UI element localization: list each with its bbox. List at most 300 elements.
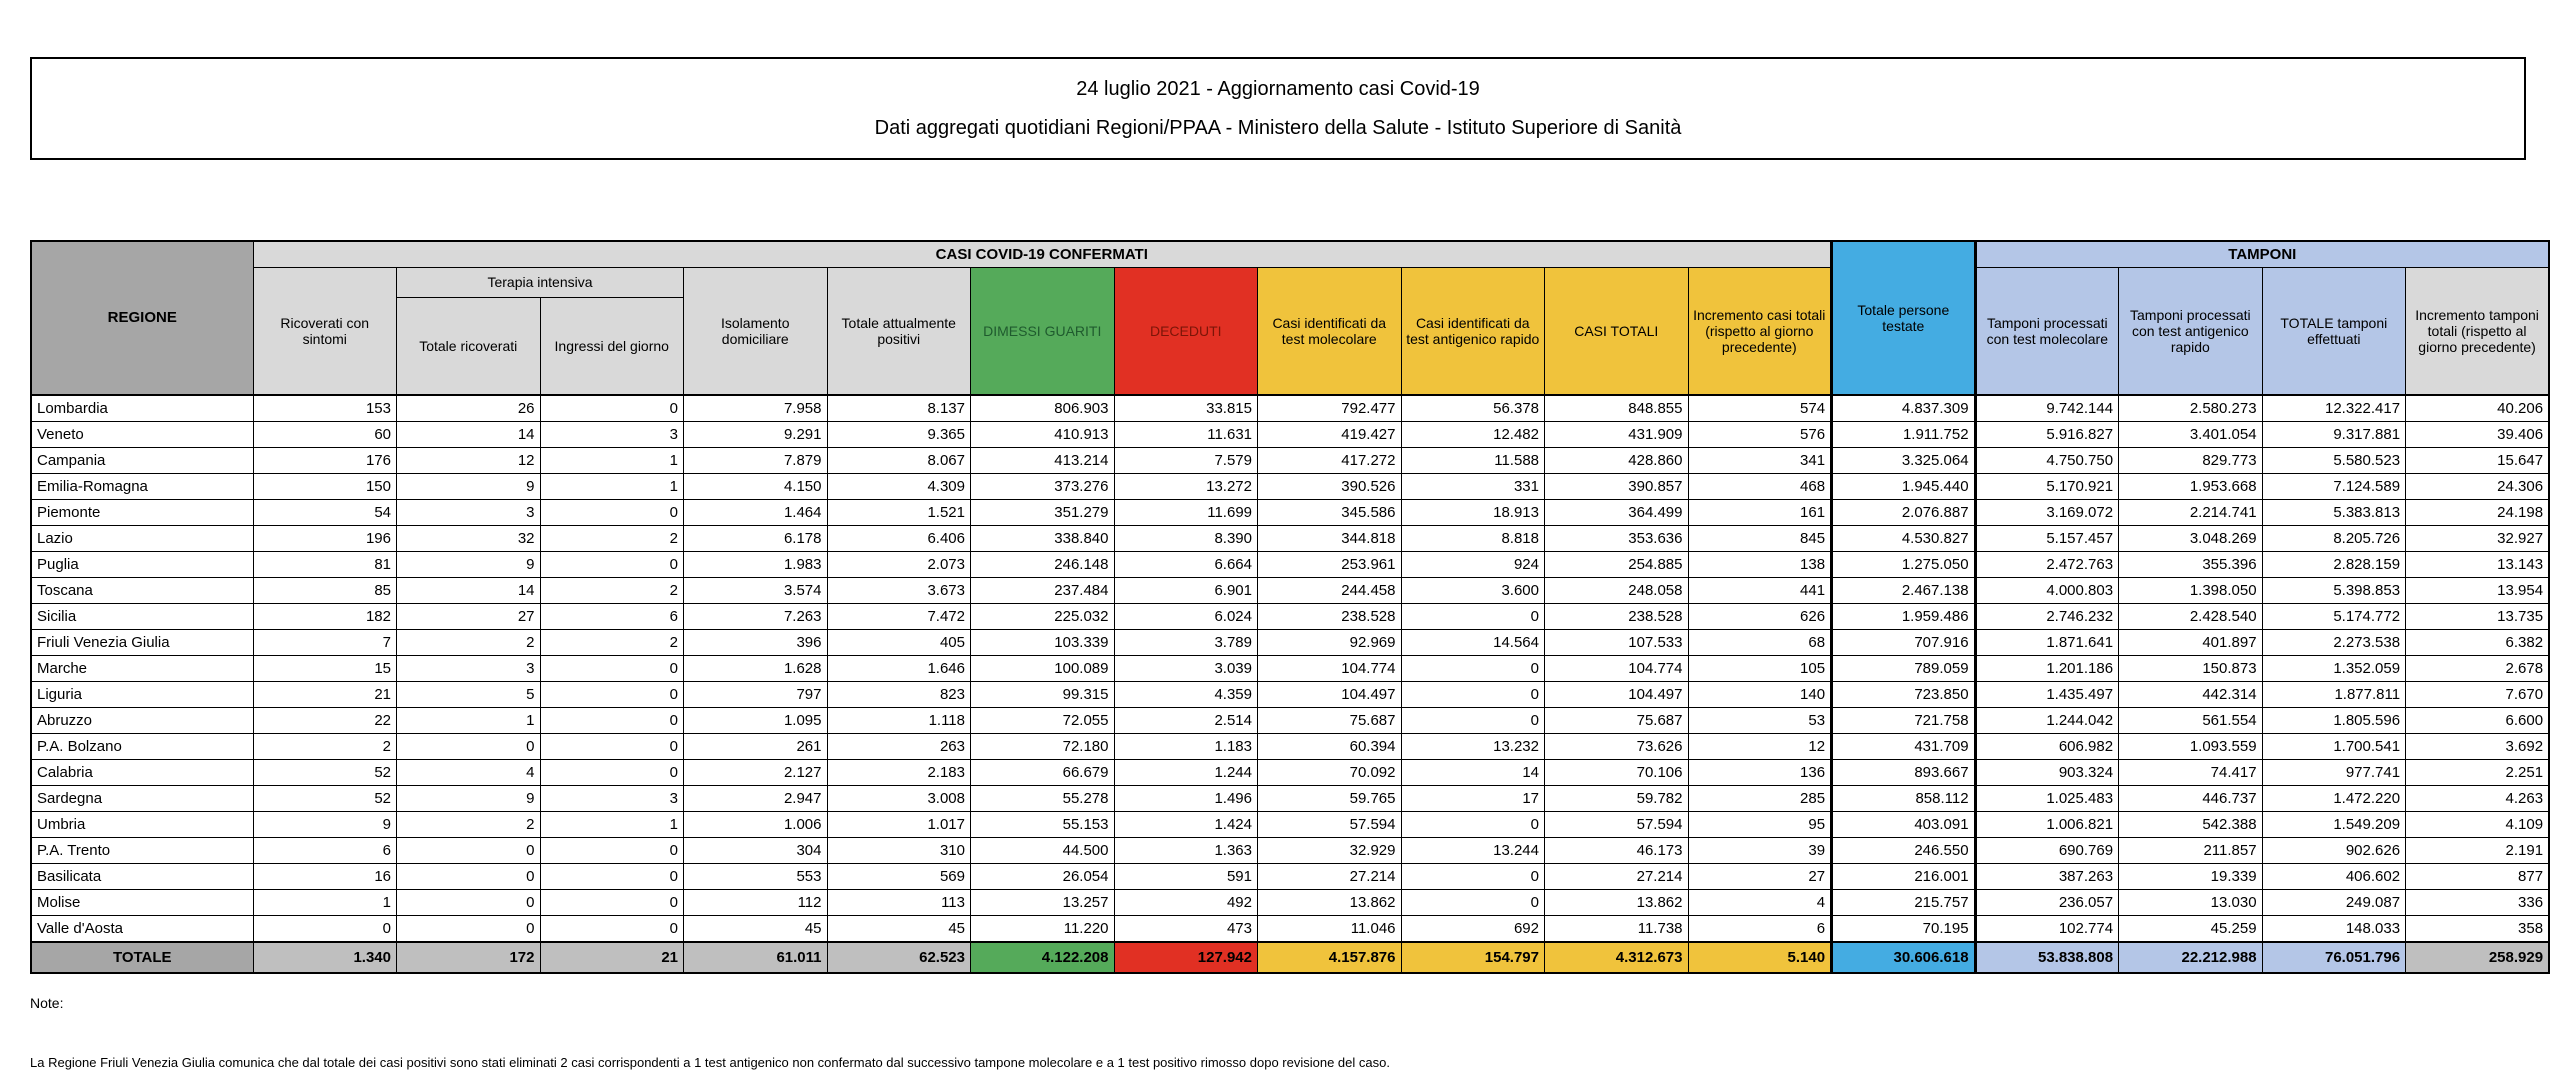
value-cell: 0 xyxy=(540,552,684,578)
value-cell: 858.112 xyxy=(1832,786,1976,812)
value-cell: 2.273.538 xyxy=(2262,630,2406,656)
total-value-cell: 154.797 xyxy=(1401,942,1545,973)
value-cell: 13.862 xyxy=(1258,890,1402,916)
region-name: Sicilia xyxy=(31,604,253,630)
value-cell: 806.903 xyxy=(971,395,1115,422)
value-cell: 0 xyxy=(540,500,684,526)
value-cell: 236.057 xyxy=(1975,890,2119,916)
value-cell: 345.586 xyxy=(1258,500,1402,526)
region-name: Abruzzo xyxy=(31,708,253,734)
value-cell: 542.388 xyxy=(2119,812,2263,838)
value-cell: 196 xyxy=(253,526,397,552)
title-box xyxy=(30,57,2526,160)
value-cell: 7.579 xyxy=(1114,448,1258,474)
value-cell: 353.636 xyxy=(1545,526,1689,552)
value-cell: 18.913 xyxy=(1401,500,1545,526)
value-cell: 72.055 xyxy=(971,708,1115,734)
value-cell: 390.526 xyxy=(1258,474,1402,500)
value-cell: 492 xyxy=(1114,890,1258,916)
value-cell: 5.398.853 xyxy=(2262,578,2406,604)
value-cell: 2 xyxy=(540,578,684,604)
value-cell: 574 xyxy=(1688,395,1832,422)
value-cell: 285 xyxy=(1688,786,1832,812)
value-cell: 446.737 xyxy=(2119,786,2263,812)
value-cell: 6.178 xyxy=(684,526,828,552)
table-row xyxy=(31,630,2549,656)
value-cell: 1.953.668 xyxy=(2119,474,2263,500)
value-cell: 877 xyxy=(2406,864,2550,890)
value-cell: 13.030 xyxy=(2119,890,2263,916)
value-cell: 14 xyxy=(397,578,541,604)
region-name: Friuli Venezia Giulia xyxy=(31,630,253,656)
value-cell: 1.700.541 xyxy=(2262,734,2406,760)
value-cell: 2.828.159 xyxy=(2262,552,2406,578)
column-header-totale-persone-testate: Totale persone testate xyxy=(1832,241,1976,395)
value-cell: 8.390 xyxy=(1114,526,1258,552)
value-cell: 1.435.497 xyxy=(1975,682,2119,708)
value-cell: 3.039 xyxy=(1114,656,1258,682)
value-cell: 2.678 xyxy=(2406,656,2550,682)
column-header-isolamento-domiciliare: Isolamento domiciliare xyxy=(684,267,828,395)
value-cell: 27.214 xyxy=(1545,864,1689,890)
value-cell: 3.008 xyxy=(827,786,971,812)
value-cell: 53 xyxy=(1688,708,1832,734)
value-cell: 431.709 xyxy=(1832,734,1976,760)
covid-data-table xyxy=(30,240,2550,974)
value-cell: 150.873 xyxy=(2119,656,2263,682)
value-cell: 1 xyxy=(397,708,541,734)
region-name: P.A. Trento xyxy=(31,838,253,864)
column-header-regione: REGIONE xyxy=(31,241,253,395)
value-cell: 13.257 xyxy=(971,890,1115,916)
value-cell: 253.961 xyxy=(1258,552,1402,578)
table-row xyxy=(31,786,2549,812)
value-cell: 893.667 xyxy=(1832,760,1976,786)
value-cell: 104.497 xyxy=(1545,682,1689,708)
group-header-tamponi: TAMPONI xyxy=(1975,241,2549,267)
value-cell: 74.417 xyxy=(2119,760,2263,786)
value-cell: 0 xyxy=(540,395,684,422)
column-header-ricoverati-con-sintomi: Ricoverati con sintomi xyxy=(253,267,397,395)
value-cell: 100.089 xyxy=(971,656,1115,682)
value-cell: 1.871.641 xyxy=(1975,630,2119,656)
value-cell: 2.191 xyxy=(2406,838,2550,864)
value-cell: 6.664 xyxy=(1114,552,1258,578)
value-cell: 845 xyxy=(1688,526,1832,552)
value-cell: 355.396 xyxy=(2119,552,2263,578)
value-cell: 7.263 xyxy=(684,604,828,630)
value-cell: 1.363 xyxy=(1114,838,1258,864)
value-cell: 1.183 xyxy=(1114,734,1258,760)
value-cell: 0 xyxy=(540,760,684,786)
region-name: Sardegna xyxy=(31,786,253,812)
table-row xyxy=(31,552,2549,578)
value-cell: 9.291 xyxy=(684,422,828,448)
value-cell: 468 xyxy=(1688,474,1832,500)
value-cell: 1.017 xyxy=(827,812,971,838)
value-cell: 723.850 xyxy=(1832,682,1976,708)
value-cell: 1.118 xyxy=(827,708,971,734)
value-cell: 1.006 xyxy=(684,812,828,838)
value-cell: 344.818 xyxy=(1258,526,1402,552)
value-cell: 1.244 xyxy=(1114,760,1258,786)
table-row xyxy=(31,578,2549,604)
value-cell: 5 xyxy=(397,682,541,708)
value-cell: 2.947 xyxy=(684,786,828,812)
value-cell: 0 xyxy=(540,734,684,760)
value-cell: 1.805.596 xyxy=(2262,708,2406,734)
total-value-cell: 4.312.673 xyxy=(1545,942,1689,973)
value-cell: 0 xyxy=(253,916,397,943)
column-header-incremento-casi-totali: Incremento casi totali (rispetto al giorno precedente) xyxy=(1688,267,1832,395)
value-cell: 428.860 xyxy=(1545,448,1689,474)
value-cell: 1 xyxy=(540,448,684,474)
value-cell: 13.143 xyxy=(2406,552,2550,578)
value-cell: 66.679 xyxy=(971,760,1115,786)
value-cell: 0 xyxy=(397,916,541,943)
value-cell: 17 xyxy=(1401,786,1545,812)
value-cell: 2.428.540 xyxy=(2119,604,2263,630)
value-cell: 3.692 xyxy=(2406,734,2550,760)
value-cell: 11.738 xyxy=(1545,916,1689,943)
total-value-cell: 21 xyxy=(540,942,684,973)
column-header-tamponi-antigenico: Tamponi processati con test antigenico rapido xyxy=(2119,267,2263,395)
value-cell: 419.427 xyxy=(1258,422,1402,448)
value-cell: 138 xyxy=(1688,552,1832,578)
value-cell: 8.137 xyxy=(827,395,971,422)
value-cell: 32.927 xyxy=(2406,526,2550,552)
value-cell: 107.533 xyxy=(1545,630,1689,656)
value-cell: 75.687 xyxy=(1545,708,1689,734)
value-cell: 0 xyxy=(397,864,541,890)
value-cell: 27.214 xyxy=(1258,864,1402,890)
region-name: Lazio xyxy=(31,526,253,552)
value-cell: 1.352.059 xyxy=(2262,656,2406,682)
value-cell: 8.205.726 xyxy=(2262,526,2406,552)
value-cell: 606.982 xyxy=(1975,734,2119,760)
value-cell: 1.275.050 xyxy=(1832,552,1976,578)
value-cell: 9 xyxy=(397,786,541,812)
value-cell: 32.929 xyxy=(1258,838,1402,864)
value-cell: 1.093.559 xyxy=(2119,734,2263,760)
value-cell: 4 xyxy=(1688,890,1832,916)
value-cell: 44.500 xyxy=(971,838,1115,864)
value-cell: 7.472 xyxy=(827,604,971,630)
total-value-cell: 127.942 xyxy=(1114,942,1258,973)
value-cell: 3 xyxy=(540,786,684,812)
page-subtitle: Dati aggregati quotidiani Regioni/PPAA - Ministero della Salute - Istituto Superiore di Sanità xyxy=(874,117,1682,140)
value-cell: 7.879 xyxy=(684,448,828,474)
value-cell: 14 xyxy=(397,422,541,448)
value-cell: 3.789 xyxy=(1114,630,1258,656)
value-cell: 13.954 xyxy=(2406,578,2550,604)
value-cell: 27 xyxy=(397,604,541,630)
total-value-cell: 172 xyxy=(397,942,541,973)
value-cell: 0 xyxy=(540,916,684,943)
column-header-totale-ricoverati: Totale ricoverati xyxy=(397,297,541,395)
value-cell: 99.315 xyxy=(971,682,1115,708)
value-cell: 401.897 xyxy=(2119,630,2263,656)
table-row xyxy=(31,864,2549,890)
value-cell: 45.259 xyxy=(2119,916,2263,943)
value-cell: 11.699 xyxy=(1114,500,1258,526)
value-cell: 225.032 xyxy=(971,604,1115,630)
value-cell: 903.324 xyxy=(1975,760,2119,786)
value-cell: 73.626 xyxy=(1545,734,1689,760)
table-row xyxy=(31,604,2549,630)
value-cell: 3.574 xyxy=(684,578,828,604)
value-cell: 7 xyxy=(253,630,397,656)
value-cell: 153 xyxy=(253,395,397,422)
value-cell: 707.916 xyxy=(1832,630,1976,656)
value-cell: 3.600 xyxy=(1401,578,1545,604)
column-header-casi-test-antigenico: Casi identificati da test antigenico rapido xyxy=(1401,267,1545,395)
value-cell: 3 xyxy=(540,422,684,448)
region-name: Lombardia xyxy=(31,395,253,422)
value-cell: 60.394 xyxy=(1258,734,1402,760)
value-cell: 1.877.811 xyxy=(2262,682,2406,708)
column-header-incremento-tamponi: Incremento tamponi totali (rispetto al giorno precedente) xyxy=(2406,267,2550,395)
value-cell: 387.263 xyxy=(1975,864,2119,890)
value-cell: 0 xyxy=(397,838,541,864)
total-label: TOTALE xyxy=(31,942,253,973)
value-cell: 8.067 xyxy=(827,448,971,474)
value-cell: 57.594 xyxy=(1258,812,1402,838)
value-cell: 924 xyxy=(1401,552,1545,578)
table-row xyxy=(31,760,2549,786)
value-cell: 0 xyxy=(1401,656,1545,682)
value-cell: 24.306 xyxy=(2406,474,2550,500)
value-cell: 390.857 xyxy=(1545,474,1689,500)
value-cell: 2.746.232 xyxy=(1975,604,2119,630)
value-cell: 0 xyxy=(540,864,684,890)
region-name: Puglia xyxy=(31,552,253,578)
value-cell: 102.774 xyxy=(1975,916,2119,943)
value-cell: 553 xyxy=(684,864,828,890)
value-cell: 1.945.440 xyxy=(1832,474,1976,500)
value-cell: 310 xyxy=(827,838,971,864)
value-cell: 103.339 xyxy=(971,630,1115,656)
column-header-dimessi-guariti: DIMESSI GUARITI xyxy=(971,267,1115,395)
table-row xyxy=(31,916,2549,943)
value-cell: 112 xyxy=(684,890,828,916)
value-cell: 431.909 xyxy=(1545,422,1689,448)
value-cell: 0 xyxy=(397,890,541,916)
value-cell: 977.741 xyxy=(2262,760,2406,786)
value-cell: 11.046 xyxy=(1258,916,1402,943)
value-cell: 2.127 xyxy=(684,760,828,786)
total-value-cell: 4.157.876 xyxy=(1258,942,1402,973)
value-cell: 829.773 xyxy=(2119,448,2263,474)
value-cell: 0 xyxy=(540,656,684,682)
value-cell: 0 xyxy=(1401,812,1545,838)
value-cell: 5.174.772 xyxy=(2262,604,2406,630)
value-cell: 3.401.054 xyxy=(2119,422,2263,448)
value-cell: 7.670 xyxy=(2406,682,2550,708)
column-header-totale-tamponi: TOTALE tamponi effettuati xyxy=(2262,267,2406,395)
region-name: Basilicata xyxy=(31,864,253,890)
value-cell: 1.628 xyxy=(684,656,828,682)
value-cell: 403.091 xyxy=(1832,812,1976,838)
value-cell: 2.467.138 xyxy=(1832,578,1976,604)
value-cell: 6.600 xyxy=(2406,708,2550,734)
column-header-totale-attualmente-positivi: Totale attualmente positivi xyxy=(827,267,971,395)
value-cell: 104.774 xyxy=(1258,656,1402,682)
value-cell: 4.000.803 xyxy=(1975,578,2119,604)
value-cell: 1.472.220 xyxy=(2262,786,2406,812)
value-cell: 161 xyxy=(1688,500,1832,526)
value-cell: 406.602 xyxy=(2262,864,2406,890)
value-cell: 33.815 xyxy=(1114,395,1258,422)
value-cell: 2.580.273 xyxy=(2119,395,2263,422)
value-cell: 254.885 xyxy=(1545,552,1689,578)
value-cell: 1.244.042 xyxy=(1975,708,2119,734)
value-cell: 1.646 xyxy=(827,656,971,682)
value-cell: 797 xyxy=(684,682,828,708)
value-cell: 626 xyxy=(1688,604,1832,630)
value-cell: 1.006.821 xyxy=(1975,812,2119,838)
value-cell: 1.201.186 xyxy=(1975,656,2119,682)
value-cell: 373.276 xyxy=(971,474,1115,500)
value-cell: 2.472.763 xyxy=(1975,552,2119,578)
value-cell: 0 xyxy=(1401,682,1545,708)
value-cell: 150 xyxy=(253,474,397,500)
value-cell: 1.424 xyxy=(1114,812,1258,838)
value-cell: 5.170.921 xyxy=(1975,474,2119,500)
value-cell: 4.359 xyxy=(1114,682,1258,708)
value-cell: 0 xyxy=(1401,890,1545,916)
value-cell: 5.157.457 xyxy=(1975,526,2119,552)
value-cell: 246.550 xyxy=(1832,838,1976,864)
value-cell: 364.499 xyxy=(1545,500,1689,526)
total-value-cell: 1.340 xyxy=(253,942,397,973)
total-value-cell: 4.122.208 xyxy=(971,942,1115,973)
value-cell: 569 xyxy=(827,864,971,890)
value-cell: 442.314 xyxy=(2119,682,2263,708)
value-cell: 72.180 xyxy=(971,734,1115,760)
value-cell: 2 xyxy=(397,812,541,838)
value-cell: 3 xyxy=(397,656,541,682)
value-cell: 0 xyxy=(540,708,684,734)
value-cell: 182 xyxy=(253,604,397,630)
value-cell: 26 xyxy=(397,395,541,422)
notes-label: Note: xyxy=(30,995,64,1011)
region-name: Piemonte xyxy=(31,500,253,526)
table-row xyxy=(31,734,2549,760)
value-cell: 237.484 xyxy=(971,578,1115,604)
value-cell: 1 xyxy=(253,890,397,916)
value-cell: 244.458 xyxy=(1258,578,1402,604)
value-cell: 32 xyxy=(397,526,541,552)
value-cell: 2.073 xyxy=(827,552,971,578)
value-cell: 59.782 xyxy=(1545,786,1689,812)
value-cell: 39.406 xyxy=(2406,422,2550,448)
value-cell: 2 xyxy=(540,630,684,656)
value-cell: 105 xyxy=(1688,656,1832,682)
value-cell: 902.626 xyxy=(2262,838,2406,864)
value-cell: 12 xyxy=(1688,734,1832,760)
value-cell: 7.958 xyxy=(684,395,828,422)
value-cell: 405 xyxy=(827,630,971,656)
value-cell: 261 xyxy=(684,734,828,760)
table-header xyxy=(31,241,2549,395)
value-cell: 2 xyxy=(253,734,397,760)
value-cell: 1.911.752 xyxy=(1832,422,1976,448)
total-value-cell: 53.838.808 xyxy=(1975,942,2119,973)
value-cell: 216.001 xyxy=(1832,864,1976,890)
value-cell: 11.588 xyxy=(1401,448,1545,474)
region-name: Liguria xyxy=(31,682,253,708)
table-row xyxy=(31,474,2549,500)
column-header-deceduti: DECEDUTI xyxy=(1114,267,1258,395)
value-cell: 9.365 xyxy=(827,422,971,448)
value-cell: 60 xyxy=(253,422,397,448)
value-cell: 104.497 xyxy=(1258,682,1402,708)
value-cell: 410.913 xyxy=(971,422,1115,448)
table-row xyxy=(31,526,2549,552)
value-cell: 2 xyxy=(540,526,684,552)
group-header-terapia-intensiva: Terapia intensiva xyxy=(397,267,684,297)
value-cell: 26.054 xyxy=(971,864,1115,890)
value-cell: 6.406 xyxy=(827,526,971,552)
value-cell: 721.758 xyxy=(1832,708,1976,734)
value-cell: 2.183 xyxy=(827,760,971,786)
value-cell: 15.647 xyxy=(2406,448,2550,474)
region-name: Marche xyxy=(31,656,253,682)
value-cell: 113 xyxy=(827,890,971,916)
value-cell: 55.278 xyxy=(971,786,1115,812)
value-cell: 24.198 xyxy=(2406,500,2550,526)
value-cell: 2.251 xyxy=(2406,760,2550,786)
value-cell: 249.087 xyxy=(2262,890,2406,916)
value-cell: 176 xyxy=(253,448,397,474)
group-header-casi-confermati: CASI COVID-19 CONFERMATI xyxy=(253,241,1832,267)
value-cell: 0 xyxy=(540,890,684,916)
value-cell: 59.765 xyxy=(1258,786,1402,812)
value-cell: 16 xyxy=(253,864,397,890)
region-name: Calabria xyxy=(31,760,253,786)
value-cell: 39 xyxy=(1688,838,1832,864)
value-cell: 6 xyxy=(540,604,684,630)
value-cell: 13.735 xyxy=(2406,604,2550,630)
value-cell: 11.631 xyxy=(1114,422,1258,448)
region-name: Veneto xyxy=(31,422,253,448)
value-cell: 2.514 xyxy=(1114,708,1258,734)
value-cell: 9.317.881 xyxy=(2262,422,2406,448)
region-name: Valle d'Aosta xyxy=(31,916,253,943)
value-cell: 336 xyxy=(2406,890,2550,916)
value-cell: 9 xyxy=(397,552,541,578)
value-cell: 3.048.269 xyxy=(2119,526,2263,552)
value-cell: 0 xyxy=(1401,864,1545,890)
value-cell: 140 xyxy=(1688,682,1832,708)
value-cell: 4.750.750 xyxy=(1975,448,2119,474)
value-cell: 591 xyxy=(1114,864,1258,890)
value-cell: 338.840 xyxy=(971,526,1115,552)
page-title: 24 luglio 2021 - Aggiornamento casi Covid-19 xyxy=(1076,77,1480,100)
value-cell: 823 xyxy=(827,682,971,708)
value-cell: 11.220 xyxy=(971,916,1115,943)
value-cell: 1.983 xyxy=(684,552,828,578)
table-row xyxy=(31,500,2549,526)
total-value-cell: 22.212.988 xyxy=(2119,942,2263,973)
value-cell: 95 xyxy=(1688,812,1832,838)
value-cell: 4.309 xyxy=(827,474,971,500)
total-value-cell: 5.140 xyxy=(1688,942,1832,973)
value-cell: 1 xyxy=(540,812,684,838)
column-header-casi-totali: CASI TOTALI xyxy=(1545,267,1689,395)
value-cell: 792.477 xyxy=(1258,395,1402,422)
